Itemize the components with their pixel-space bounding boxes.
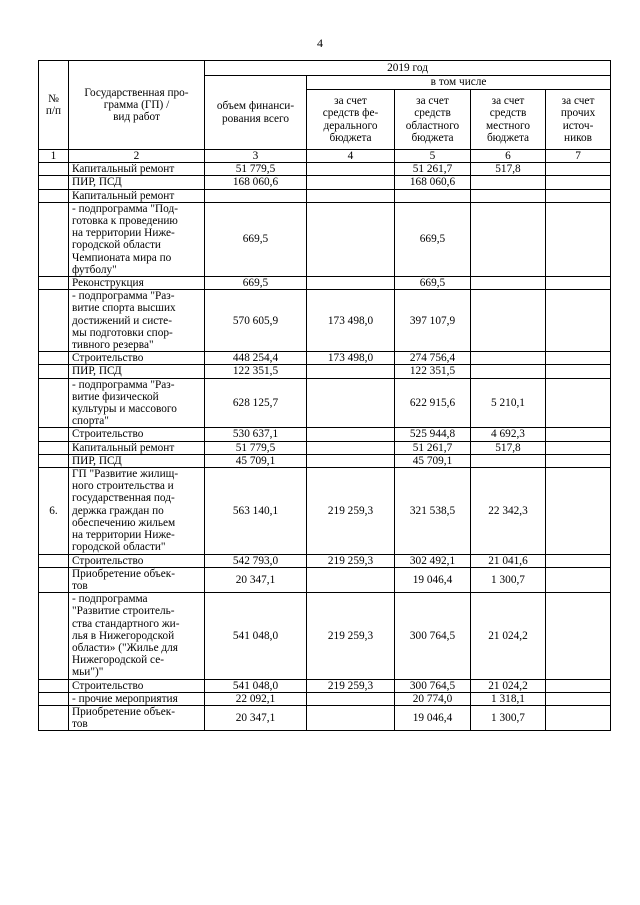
row-number-cell <box>39 692 69 705</box>
row-number-cell: 6. <box>39 468 69 554</box>
table-row <box>39 277 611 290</box>
local-cell: 5 210,1 <box>471 378 546 428</box>
work-type-cell: - подпрограмма "Раз- витие физической культуры и массового спорта" <box>69 378 205 428</box>
work-type-cell: Приобретение объек- тов <box>69 567 205 592</box>
table-body <box>39 163 611 731</box>
total-cell: 542 793,0 <box>205 554 307 567</box>
table-row <box>39 679 611 692</box>
federal-cell <box>307 365 395 378</box>
local-cell <box>471 277 546 290</box>
regional-cell: 19 046,4 <box>395 705 471 730</box>
header-col-no: № п/п <box>39 61 69 150</box>
row-number-cell <box>39 163 69 176</box>
regional-cell: 321 538,5 <box>395 468 471 554</box>
column-number: 5 <box>395 150 471 163</box>
federal-cell <box>307 428 395 441</box>
local-cell <box>471 454 546 467</box>
header-col-other: за счет прочих источ- ников <box>546 90 611 150</box>
row-number-cell <box>39 189 69 202</box>
total-cell: 45 709,1 <box>205 454 307 467</box>
row-number-cell <box>39 352 69 365</box>
federal-cell <box>307 163 395 176</box>
other-cell <box>546 378 611 428</box>
column-numbers-row <box>39 150 611 163</box>
regional-cell: 274 756,4 <box>395 352 471 365</box>
row-number-cell <box>39 277 69 290</box>
table-row <box>39 468 611 554</box>
table-row <box>39 428 611 441</box>
regional-cell: 300 764,5 <box>395 593 471 679</box>
regional-cell: 51 261,7 <box>395 441 471 454</box>
local-cell <box>471 176 546 189</box>
other-cell <box>546 428 611 441</box>
local-cell: 1 300,7 <box>471 567 546 592</box>
header-col-total: объем финанси- рования всего <box>205 76 307 150</box>
total-cell: 570 605,9 <box>205 290 307 352</box>
regional-cell: 20 774,0 <box>395 692 471 705</box>
total-cell: 448 254,4 <box>205 352 307 365</box>
column-number: 1 <box>39 150 69 163</box>
local-cell <box>471 290 546 352</box>
federal-cell <box>307 277 395 290</box>
other-cell <box>546 454 611 467</box>
other-cell <box>546 679 611 692</box>
work-type-cell: - подпрограмма "Раз- витие спорта высших достижений и систе- мы подготовки спор- тивного резерва" <box>69 290 205 352</box>
total-cell: 541 048,0 <box>205 593 307 679</box>
other-cell <box>546 176 611 189</box>
federal-cell: 173 498,0 <box>307 352 395 365</box>
financing-table <box>38 60 611 731</box>
other-cell <box>546 163 611 176</box>
total-cell: 628 125,7 <box>205 378 307 428</box>
table-row <box>39 705 611 730</box>
work-type-cell: Капитальный ремонт <box>69 163 205 176</box>
local-cell <box>471 202 546 276</box>
other-cell <box>546 692 611 705</box>
total-cell: 168 060,6 <box>205 176 307 189</box>
work-type-cell: - подпрограмма "Под- готовка к проведению на территории Ниже- городской области Чемпионата мира по футболу" <box>69 202 205 276</box>
federal-cell: 219 259,3 <box>307 468 395 554</box>
work-type-cell: Строительство <box>69 554 205 567</box>
row-number-cell <box>39 176 69 189</box>
regional-cell: 525 944,8 <box>395 428 471 441</box>
table-row <box>39 189 611 202</box>
local-cell: 1 300,7 <box>471 705 546 730</box>
federal-cell <box>307 176 395 189</box>
work-type-cell: - прочие мероприятия <box>69 692 205 705</box>
table-row <box>39 202 611 276</box>
row-number-cell <box>39 202 69 276</box>
total-cell: 669,5 <box>205 202 307 276</box>
total-cell: 51 779,5 <box>205 441 307 454</box>
regional-cell: 302 492,1 <box>395 554 471 567</box>
header-col-local: за счет средств местного бюджета <box>471 90 546 150</box>
regional-cell: 168 060,6 <box>395 176 471 189</box>
other-cell <box>546 441 611 454</box>
local-cell <box>471 189 546 202</box>
table-row <box>39 441 611 454</box>
federal-cell: 219 259,3 <box>307 679 395 692</box>
other-cell <box>546 554 611 567</box>
other-cell <box>546 189 611 202</box>
table-row <box>39 593 611 679</box>
row-number-cell <box>39 705 69 730</box>
local-cell <box>471 352 546 365</box>
regional-cell: 669,5 <box>395 277 471 290</box>
table-row <box>39 567 611 592</box>
local-cell: 21 024,2 <box>471 679 546 692</box>
total-cell: 669,5 <box>205 277 307 290</box>
total-cell: 530 637,1 <box>205 428 307 441</box>
work-type-cell: ПИР, ПСД <box>69 365 205 378</box>
regional-cell: 397 107,9 <box>395 290 471 352</box>
other-cell <box>546 290 611 352</box>
other-cell <box>546 277 611 290</box>
local-cell <box>471 365 546 378</box>
work-type-cell: Реконструкция <box>69 277 205 290</box>
column-number: 4 <box>307 150 395 163</box>
local-cell: 1 318,1 <box>471 692 546 705</box>
other-cell <box>546 593 611 679</box>
row-number-cell <box>39 428 69 441</box>
work-type-cell: Строительство <box>69 428 205 441</box>
table-row <box>39 554 611 567</box>
other-cell <box>546 468 611 554</box>
other-cell <box>546 352 611 365</box>
federal-cell <box>307 378 395 428</box>
row-number-cell <box>39 454 69 467</box>
federal-cell <box>307 567 395 592</box>
row-number-cell <box>39 593 69 679</box>
column-number: 7 <box>546 150 611 163</box>
row-number-cell <box>39 679 69 692</box>
regional-cell: 622 915,6 <box>395 378 471 428</box>
local-cell: 22 342,3 <box>471 468 546 554</box>
total-cell: 22 092,1 <box>205 692 307 705</box>
row-number-cell <box>39 441 69 454</box>
regional-cell: 300 764,5 <box>395 679 471 692</box>
total-cell: 51 779,5 <box>205 163 307 176</box>
total-cell: 541 048,0 <box>205 679 307 692</box>
header-including: в том числе <box>307 76 611 90</box>
work-type-cell: - подпрограмма "Развитие строитель- ства стандартного жи- лья в Нижегородской области» ("Жилье для Нижегородской се- мьи")" <box>69 593 205 679</box>
row-number-cell <box>39 290 69 352</box>
column-number: 3 <box>205 150 307 163</box>
total-cell: 122 351,5 <box>205 365 307 378</box>
table-row <box>39 290 611 352</box>
local-cell: 517,8 <box>471 163 546 176</box>
other-cell <box>546 567 611 592</box>
row-number-cell <box>39 365 69 378</box>
table-row <box>39 378 611 428</box>
table-row <box>39 454 611 467</box>
other-cell <box>546 202 611 276</box>
header-col-program: Государственная про- грамма (ГП) / вид работ <box>69 61 205 150</box>
work-type-cell: ПИР, ПСД <box>69 176 205 189</box>
header-year: 2019 год <box>205 61 611 76</box>
work-type-cell: ГП "Развитие жилищ- ного строительства и государственная под- держка граждан по обеспечению жильем на территории Ниже- городской области" <box>69 468 205 554</box>
table-row <box>39 365 611 378</box>
total-cell: 20 347,1 <box>205 705 307 730</box>
column-number: 2 <box>69 150 205 163</box>
total-cell: 20 347,1 <box>205 567 307 592</box>
table-row <box>39 163 611 176</box>
work-type-cell: Капитальный ремонт <box>69 441 205 454</box>
federal-cell <box>307 705 395 730</box>
page-number: 4 <box>317 36 323 50</box>
local-cell: 517,8 <box>471 441 546 454</box>
header-col-federal: за счет средств фе- дерального бюджета <box>307 90 395 150</box>
regional-cell: 45 709,1 <box>395 454 471 467</box>
row-number-cell <box>39 567 69 592</box>
work-type-cell: Капитальный ремонт <box>69 189 205 202</box>
row-number-cell <box>39 378 69 428</box>
regional-cell <box>395 189 471 202</box>
row-number-cell <box>39 554 69 567</box>
local-cell: 21 024,2 <box>471 593 546 679</box>
regional-cell: 122 351,5 <box>395 365 471 378</box>
federal-cell: 219 259,3 <box>307 593 395 679</box>
work-type-cell: Приобретение объек- тов <box>69 705 205 730</box>
regional-cell: 19 046,4 <box>395 567 471 592</box>
local-cell: 4 692,3 <box>471 428 546 441</box>
regional-cell: 669,5 <box>395 202 471 276</box>
header-col-regional: за счет средств областного бюджета <box>395 90 471 150</box>
total-cell <box>205 189 307 202</box>
local-cell: 21 041,6 <box>471 554 546 567</box>
federal-cell <box>307 189 395 202</box>
federal-cell: 219 259,3 <box>307 554 395 567</box>
regional-cell: 51 261,7 <box>395 163 471 176</box>
work-type-cell: ПИР, ПСД <box>69 454 205 467</box>
federal-cell: 173 498,0 <box>307 290 395 352</box>
other-cell <box>546 705 611 730</box>
table-header <box>39 61 611 163</box>
table-row <box>39 352 611 365</box>
federal-cell <box>307 441 395 454</box>
federal-cell <box>307 202 395 276</box>
table-row <box>39 692 611 705</box>
work-type-cell: Строительство <box>69 679 205 692</box>
other-cell <box>546 365 611 378</box>
total-cell: 563 140,1 <box>205 468 307 554</box>
federal-cell <box>307 692 395 705</box>
column-number: 6 <box>471 150 546 163</box>
federal-cell <box>307 454 395 467</box>
table-row <box>39 176 611 189</box>
work-type-cell: Строительство <box>69 352 205 365</box>
